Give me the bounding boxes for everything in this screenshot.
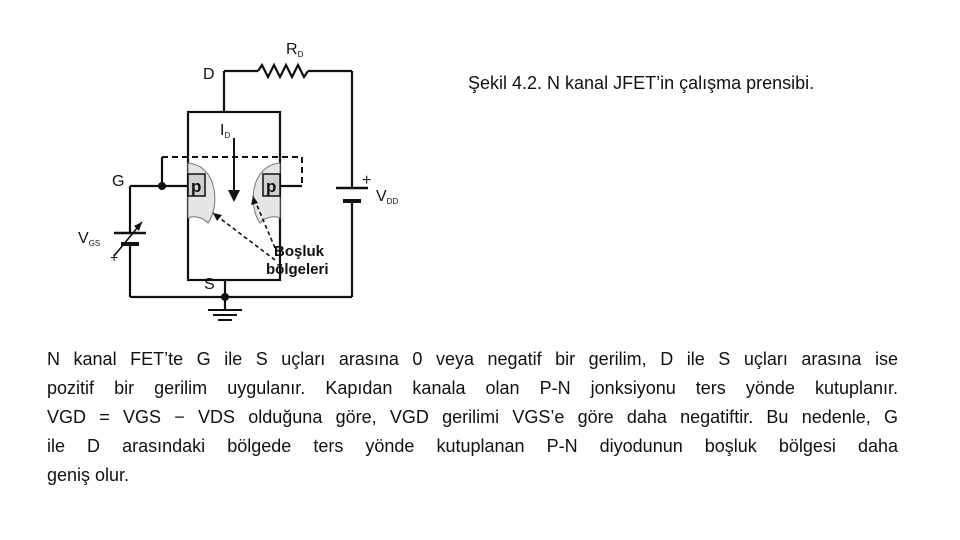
p-label-left: p xyxy=(191,177,202,196)
drain-label: D xyxy=(203,66,215,83)
source-junction-dot xyxy=(221,293,229,301)
paragraph-line: ile D arasındaki bölgede ters yönde kutuplanan P-N diyodunun boşluk bölgesi daha xyxy=(47,436,898,456)
gate-junction-dot xyxy=(158,182,166,190)
drain-current-arrow-icon xyxy=(228,138,240,202)
paragraph-line: VGD = VGS − VDS olduğuna göre, VGD gerilimi VGS’e göre daha negatiftir. Bu nedenle, G xyxy=(47,407,898,427)
vdd-label: VDD xyxy=(376,188,399,206)
jfet-circuit-diagram xyxy=(70,38,430,328)
p-label-right: p xyxy=(266,177,277,196)
paragraph-line: geniş olur. xyxy=(47,465,130,485)
jfet-circuit-figure xyxy=(70,38,430,328)
vdd-battery-icon xyxy=(336,188,368,201)
resistor-rd xyxy=(258,65,308,77)
id-label: ID xyxy=(220,122,231,140)
depletion-label-line2: bölgeleri xyxy=(266,261,329,278)
vgs-label: VGS xyxy=(78,230,101,248)
vdd-plus-sign: + xyxy=(362,172,372,189)
vgs-plus-sign: + xyxy=(110,249,119,265)
source-label: S xyxy=(204,276,215,293)
body-paragraph xyxy=(47,345,898,490)
paragraph-line: pozitif bir gerilim uygulanır. Kapıdan kanala olan P-N jonksiyonu ters yönde kutuplanır. xyxy=(47,378,898,398)
paragraph-line: N kanal FET’te G ile S uçları arasına 0 veya negatif bir gerilim, D ile S uçları arasına ise xyxy=(47,349,898,369)
rd-label: RD xyxy=(286,41,304,59)
gate-label: G xyxy=(112,173,125,190)
ground-icon xyxy=(208,310,242,320)
depletion-label-line1: Boşluk xyxy=(274,243,325,260)
pointer-arrowhead-left xyxy=(213,213,222,221)
figure-caption: Şekil 4.2. N kanal JFET’in çalışma prensibi. xyxy=(468,73,815,93)
